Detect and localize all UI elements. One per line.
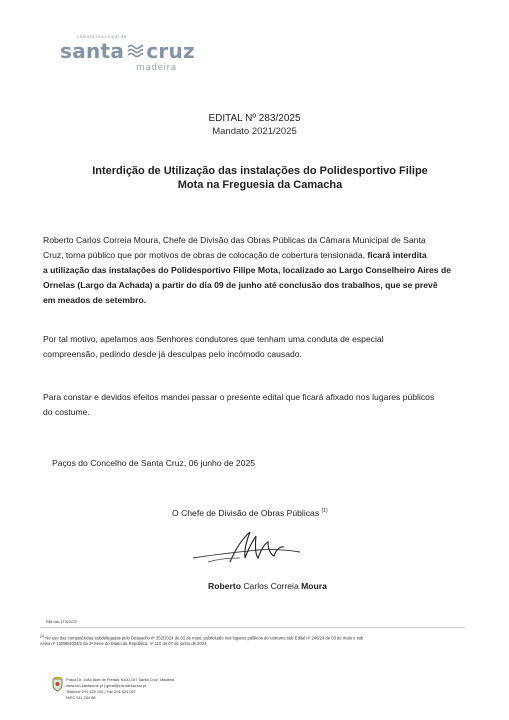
- place-date: Paços do Concelho de Santa Cruz, 06 junho de 2025: [52, 458, 256, 468]
- footnote-mark: (1): [40, 634, 45, 638]
- footnote-line-1: [40, 633, 470, 641]
- coat-of-arms-icon: [51, 676, 64, 692]
- signer-role-text: O Chefe de Divisão de Obras Públicas: [172, 508, 320, 518]
- p2-line-2: compreensão, pedindo desde já desculpas pelo incómodo causado.: [43, 349, 302, 359]
- logo-word-right: cruz: [146, 39, 196, 63]
- p1-bold-line-1: a utilização das instalações do Polidesportivo Filipe Mota, localizado ao Largo Conselheiro Aires de: [43, 265, 451, 275]
- p1-line-5: [43, 293, 463, 308]
- paragraph-posting: [43, 390, 463, 420]
- address-line-4: NIPC 511 244 68: [66, 695, 96, 700]
- paragraph-announcement: [43, 233, 463, 308]
- p1-line-2-text: Cruz, torna público que por motivos de obras de colocação de cobertura tensionada,: [43, 250, 365, 260]
- address-line-3: Telefone 291 520 100 | Fax 291 524 067: [66, 689, 136, 694]
- document-reference: RM /ab.17322/25: [46, 619, 77, 624]
- headline-line-1: Interdição de Utilização das instalações do Polidesportivo Filipe: [92, 165, 428, 177]
- edital-number: EDITAL Nº 283/2025: [208, 113, 301, 124]
- p3-line-2: do costume.: [43, 407, 90, 417]
- footnote-divider: [40, 627, 465, 628]
- signer-name: [208, 581, 327, 591]
- waves-icon: [127, 44, 143, 58]
- footnote-text-1: No uso das competências subdelegadas pelo Despacho nº 352/2024 de 02 de maio, publicitado nos lugares públicos do costume sob Edital nº 246/24 de 03 de maio e sob: [45, 635, 364, 641]
- address-line-2: www.cm-santacruz.pt | geral@cm-santacruz.pt: [66, 683, 147, 688]
- paragraph-appeal: [43, 332, 463, 362]
- p2-line-1: Por tal motivo, apelamos aos Senhores condutores que tenham uma conduta de especial: [43, 334, 384, 344]
- p1-line-2: [43, 248, 463, 263]
- signer-first-name: Roberto: [208, 581, 241, 591]
- signer-middle-name: Carlos Correia: [243, 581, 299, 591]
- handwritten-signature: [188, 528, 308, 573]
- municipality-logo: [60, 39, 195, 63]
- document-headline: [80, 164, 440, 192]
- p1-bold-line-2: Ornelas (Largo da Achada) a partir do dia 09 de junho até conclusão dos trabalhos, que se prevê: [43, 280, 438, 290]
- footnote: [40, 633, 470, 647]
- role-footnote-mark: (1): [321, 508, 328, 515]
- p1-line-1: Roberto Carlos Correia Moura, Chefe de Divisão das Obras Públicas da Câmara Municipal de Santa: [43, 235, 426, 245]
- signer-last-name: Moura: [301, 581, 327, 591]
- municipality-label: câmara municipal de: [77, 34, 127, 39]
- headline-line-2: Mota na Freguesia da Camacha: [177, 179, 343, 191]
- logo-word-left: santa: [60, 39, 125, 63]
- footnote-line-2: Aviso nº 12098/2024/2 da 2ª Série do Diário da República, nº 110 de 07 de junho de 2024.: [40, 641, 208, 647]
- signer-role: [172, 508, 328, 518]
- p3-line-1: Para constar e devidos efeitos mandei passar o presente edital que ficará afixado nos lugares públicos: [43, 392, 435, 402]
- edital-mandate: Mandato 2021/2025: [212, 126, 297, 137]
- p1-line-3: [43, 263, 463, 278]
- p1-bold-line-3: em meados de setembro.: [43, 295, 147, 305]
- address-line-1: Praça Dr. João Abel de Freitas, 9100-157 Santa Cruz, Madeira: [66, 677, 175, 682]
- logo-subtitle: madeira: [136, 63, 177, 73]
- p1-line-4: [43, 278, 463, 293]
- p1-bold-start: ficará interdita: [367, 250, 427, 260]
